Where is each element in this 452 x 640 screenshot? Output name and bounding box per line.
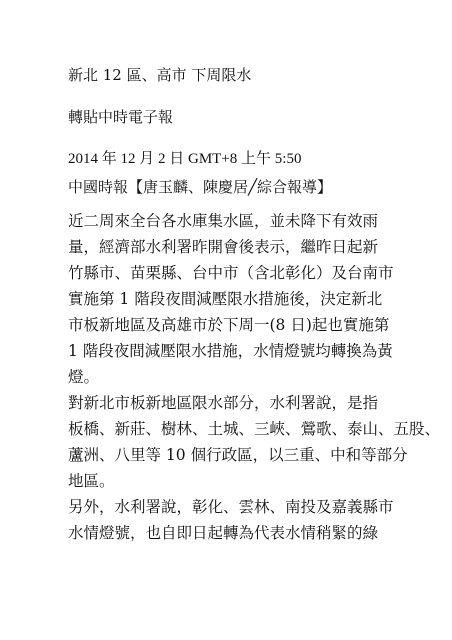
body-line: 燈。 (68, 368, 100, 386)
body-line: 板橋、新莊、樹林、土城、三峽、鶯歌、泰山、五股、 (68, 420, 441, 438)
publish-date: 2014 年 12 月 2 日 GMT+8 上午 5:50 (68, 151, 302, 167)
body-line: 另外，水利署說，彰化、雲林、南投及嘉義縣市 (68, 498, 394, 516)
body-line: 水情燈號，也自即日起轉為代表水情稍緊的綠 (68, 524, 379, 542)
body-line: 量，經濟部水利署昨開會後表示，繼昨日起新 (68, 238, 379, 256)
article-body (68, 208, 440, 546)
body-line: 對新北市板新地區限水部分，水利署說，是指 (68, 394, 379, 412)
repost-source-line: 轉貼中時電子報 (68, 108, 174, 126)
body-line: 蘆洲、八里等 10 個行政區，以三重、中和等部分 (68, 446, 408, 464)
body-line: 地區。 (68, 472, 115, 490)
body-line: 竹縣市、苗栗縣、台中市（含北彰化）及台南市 (68, 264, 394, 282)
body-line: 市板新地區及高雄市於下周一(8 日)起也實施第 (68, 316, 390, 334)
body-line: 實施第 1 階段夜間減壓限水措施後，決定新北 (68, 290, 383, 308)
article-title: 新北 12 區、高市 下周限水 (68, 66, 252, 84)
body-line: 1 階段夜間減壓限水措施，水情燈號均轉換為黃 (68, 342, 393, 360)
byline: 中國時報【唐玉麟、陳慶居╱綜合報導】 (68, 178, 333, 196)
body-line: 近二周來全台各水庫集水區，並未降下有效雨 (68, 212, 379, 230)
